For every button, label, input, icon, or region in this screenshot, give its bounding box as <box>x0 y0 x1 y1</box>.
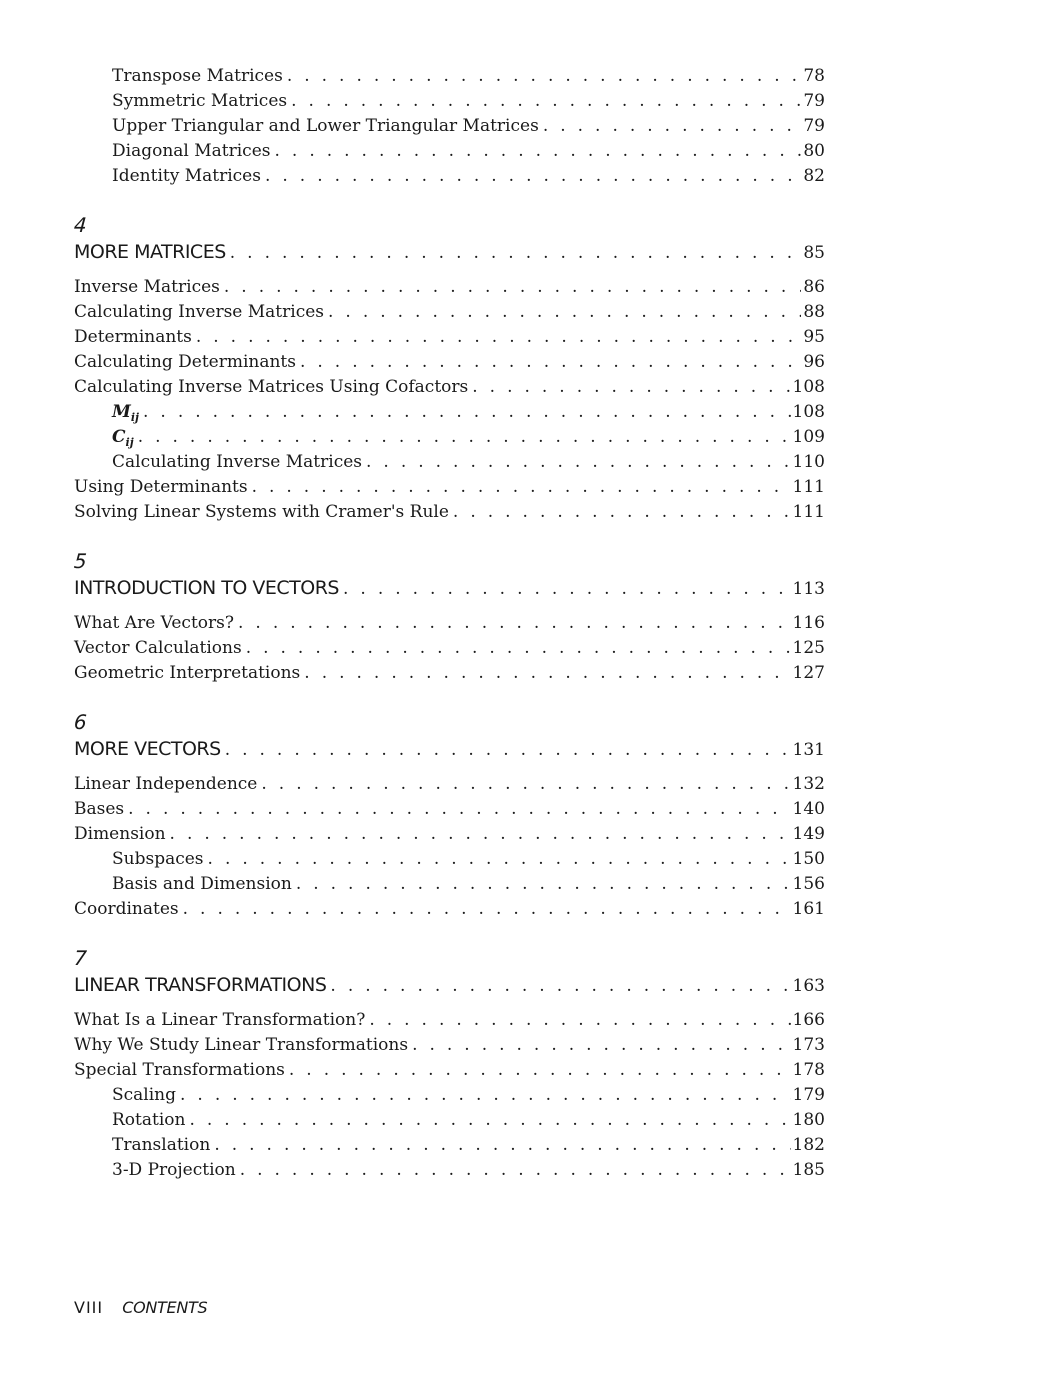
toc-entry-label: Special Transformations <box>74 1060 285 1080</box>
toc-entry-page: 178 <box>792 1060 825 1080</box>
toc-entry-page: 80 <box>803 141 825 161</box>
toc-entry[interactable] <box>74 164 825 189</box>
toc-entry-label: Calculating Inverse Matrices <box>112 452 363 472</box>
toc-entry-page: 179 <box>792 1085 825 1105</box>
toc-entry-label: Rotation <box>112 1110 186 1130</box>
toc-entry[interactable] <box>74 1033 825 1058</box>
toc-entry-minor-mij[interactable] <box>74 400 825 425</box>
toc-entry-label: 3-D Projection <box>112 1160 236 1180</box>
toc-entry-label: Determinants <box>74 327 192 347</box>
toc-entry[interactable] <box>74 300 825 325</box>
toc-entry[interactable] <box>74 89 825 114</box>
dot-leader <box>143 400 791 425</box>
toc-entry-label: Geometric Interpretations <box>74 663 301 683</box>
toc-entry[interactable] <box>74 1058 825 1083</box>
toc-entry-page: 182 <box>792 1135 825 1155</box>
chapter-page: 113 <box>792 579 825 599</box>
toc-entry-page: 149 <box>792 824 825 844</box>
dot-leader <box>330 971 790 1001</box>
toc-entry-page: 185 <box>792 1160 825 1180</box>
toc-entry-page: 82 <box>803 166 825 186</box>
dot-leader <box>214 1133 790 1158</box>
toc-entry-label: What Is a Linear Transformation? <box>74 1010 366 1030</box>
toc-entry[interactable] <box>74 636 825 661</box>
toc-entry[interactable] <box>74 872 825 897</box>
toc-entry-label: Inverse Matrices <box>74 277 220 297</box>
toc-entry-label: Basis and Dimension <box>112 874 292 894</box>
page-footer <box>74 1298 207 1317</box>
toc-entry[interactable] <box>74 139 825 164</box>
table-of-contents <box>74 64 825 1183</box>
toc-entry-page: 78 <box>803 66 825 86</box>
toc-entry[interactable] <box>74 350 825 375</box>
toc-entry-label: Bases <box>74 799 125 819</box>
chapter-6-section <box>74 710 825 922</box>
dot-leader <box>291 89 801 114</box>
toc-entry[interactable] <box>74 847 825 872</box>
dot-leader <box>138 425 791 450</box>
toc-entry-label: Calculating Inverse Matrices <box>74 302 325 322</box>
dot-leader <box>240 1158 791 1183</box>
toc-entry[interactable] <box>74 1008 825 1033</box>
toc-entry[interactable] <box>74 375 825 400</box>
toc-entry-label: What Are Vectors? <box>74 613 234 633</box>
toc-entry[interactable] <box>74 897 825 922</box>
dot-leader <box>328 300 801 325</box>
toc-entry-label: Linear Independence <box>74 774 258 794</box>
toc-entry-label: Solving Linear Systems with Cramer's Rule <box>74 502 449 522</box>
toc-entry[interactable] <box>74 772 825 797</box>
toc-entry-label: Coordinates <box>74 899 179 919</box>
dot-leader <box>230 238 802 268</box>
toc-entry-label: Transpose Matrices <box>112 66 283 86</box>
dot-leader <box>189 1108 790 1133</box>
dot-leader <box>252 475 791 500</box>
toc-entry-page: 161 <box>792 899 825 919</box>
dot-leader <box>300 350 801 375</box>
toc-entry[interactable] <box>74 822 825 847</box>
dot-leader <box>180 1083 791 1108</box>
page-folio: VIII <box>74 1298 104 1317</box>
toc-entry-page: 88 <box>803 302 825 322</box>
toc-entry-page: 111 <box>792 502 825 522</box>
chapter-title-entry[interactable] <box>74 970 825 1000</box>
math-symbol-c: C <box>112 427 126 447</box>
toc-entry[interactable] <box>74 275 825 300</box>
toc-entry-page: 180 <box>792 1110 825 1130</box>
dot-leader <box>275 139 802 164</box>
toc-entry-page: 125 <box>792 638 825 658</box>
toc-entry-page: 79 <box>803 116 825 136</box>
toc-entry[interactable] <box>74 1158 825 1183</box>
dot-leader <box>128 797 790 822</box>
dot-leader <box>412 1033 790 1058</box>
toc-entry[interactable] <box>74 797 825 822</box>
chapter-4-section <box>74 213 825 525</box>
toc-entry-label: Symmetric Matrices <box>112 91 288 111</box>
toc-entry-label: Upper Triangular and Lower Triangular Matrices <box>112 116 539 136</box>
chapter-number: 5 <box>73 549 88 573</box>
chapter-number: 6 <box>73 710 88 734</box>
toc-entry-page: 132 <box>792 774 825 794</box>
chapter-title: INTRODUCTION TO VECTORS <box>74 577 339 599</box>
chapter-3-continued-list <box>74 64 825 189</box>
chapter-5-section <box>74 549 825 686</box>
toc-entry-label: Diagonal Matrices <box>112 141 271 161</box>
math-subscript: ij <box>125 436 134 449</box>
dot-leader <box>225 735 791 765</box>
toc-entry-label: Calculating Determinants <box>74 352 296 372</box>
toc-entry[interactable] <box>74 1133 825 1158</box>
toc-entry[interactable] <box>74 114 825 139</box>
running-title: CONTENTS <box>122 1298 208 1317</box>
chapter-title: MORE VECTORS <box>74 738 221 760</box>
toc-entry-page: 86 <box>803 277 825 297</box>
dot-leader <box>208 847 791 872</box>
toc-entry-page: 166 <box>792 1010 825 1030</box>
chapter-7-section <box>74 946 825 1183</box>
toc-entry-cofactor-cij[interactable] <box>74 425 825 450</box>
chapter-page: 85 <box>803 243 825 263</box>
dot-leader <box>238 611 791 636</box>
chapter-number: 7 <box>73 946 88 970</box>
math-symbol-m: M <box>112 402 131 422</box>
toc-entry[interactable] <box>74 661 825 686</box>
toc-entry-label: Subspaces <box>112 849 204 869</box>
toc-entry-page: 116 <box>792 613 825 633</box>
chapter-title-entry[interactable] <box>74 573 825 603</box>
dot-leader <box>289 1058 791 1083</box>
toc-entry-page: 109 <box>792 427 825 447</box>
toc-entry-page: 108 <box>792 377 825 397</box>
dot-leader <box>170 822 791 847</box>
toc-entry-page: 127 <box>792 663 825 683</box>
chapter-number: 4 <box>73 213 88 237</box>
toc-entry-page: 140 <box>792 799 825 819</box>
dot-leader <box>183 897 791 922</box>
dot-leader <box>543 114 802 139</box>
toc-entry[interactable] <box>74 450 825 475</box>
toc-entry-page: 108 <box>792 402 825 422</box>
toc-entry[interactable] <box>74 611 825 636</box>
dot-leader <box>261 772 790 797</box>
math-subscript: ij <box>130 411 139 424</box>
toc-entry-page: 95 <box>803 327 825 347</box>
toc-entry[interactable] <box>74 475 825 500</box>
dot-leader <box>265 164 801 189</box>
dot-leader <box>196 325 802 350</box>
toc-entry-page: 96 <box>803 352 825 372</box>
toc-entry-label: Calculating Inverse Matrices Using Cofactors <box>74 377 469 397</box>
toc-entry-label: Translation <box>112 1135 211 1155</box>
toc-entry-page: 110 <box>792 452 825 472</box>
dot-leader <box>369 1008 790 1033</box>
toc-entry-label: Identity Matrices <box>112 166 261 186</box>
dot-leader <box>453 500 791 525</box>
toc-entry-page: 111 <box>792 477 825 497</box>
chapter-title: LINEAR TRANSFORMATIONS <box>74 974 327 996</box>
toc-entry[interactable] <box>74 64 825 89</box>
chapter-title-entry[interactable] <box>74 734 825 764</box>
toc-entry-label: Scaling <box>112 1085 177 1105</box>
dot-leader <box>366 450 791 475</box>
toc-entry-label: Why We Study Linear Transformations <box>74 1035 409 1055</box>
chapter-title: MORE MATRICES <box>74 241 226 263</box>
chapter-page: 163 <box>792 976 825 996</box>
toc-entry-page: 150 <box>792 849 825 869</box>
chapter-page: 131 <box>792 740 825 760</box>
dot-leader <box>246 636 791 661</box>
toc-entry[interactable] <box>74 325 825 350</box>
toc-entry-page: 173 <box>792 1035 825 1055</box>
toc-entry-label: Vector Calculations <box>74 638 242 658</box>
toc-entry-page: 79 <box>803 91 825 111</box>
dot-leader <box>343 574 791 604</box>
toc-entry[interactable] <box>74 1083 825 1108</box>
toc-entry-page: 156 <box>792 874 825 894</box>
dot-leader <box>472 375 790 400</box>
dot-leader <box>287 64 802 89</box>
dot-leader <box>224 275 801 300</box>
toc-entry[interactable] <box>74 500 825 525</box>
dot-leader <box>296 872 791 897</box>
toc-entry-label: Dimension <box>74 824 166 844</box>
toc-entry[interactable] <box>74 1108 825 1133</box>
dot-leader <box>304 661 790 686</box>
chapter-title-entry[interactable] <box>74 237 825 267</box>
toc-entry-label: Using Determinants <box>74 477 248 497</box>
